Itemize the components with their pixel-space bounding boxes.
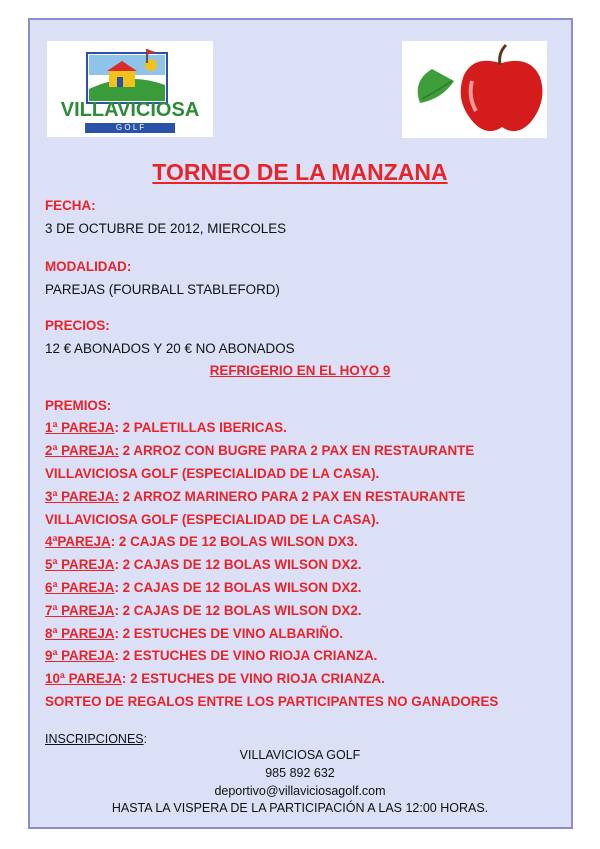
premio-row — [45, 671, 385, 686]
contact-email: deportivo@villaviciosagolf.com — [214, 784, 386, 798]
club-name: VILLAVICIOSA GOLF — [239, 748, 361, 762]
premio-pair: 7ª PAREJA — [45, 603, 115, 618]
premio-prize: 2 ARROZ CON BUGRE PARA 2 PAX EN RESTAURANTE — [118, 443, 475, 458]
premio-row — [45, 603, 361, 618]
premio-pair: 8ª PAREJA — [45, 626, 115, 641]
villaviciosa-golf-logo — [47, 41, 213, 137]
registration-deadline: HASTA LA VISPERA DE LA PARTICIPACIÓN A LAS 12:00 HORAS. — [111, 801, 489, 815]
premio-prize: : 2 ESTUCHES DE VINO RIOJA CRIANZA. — [121, 671, 385, 686]
premio-row — [45, 443, 474, 458]
premio-prize: : 2 ESTUCHES DE VINO RIOJA CRIANZA. — [114, 648, 378, 663]
modalidad-value: PAREJAS (FOURBALL STABLEFORD) — [45, 282, 280, 297]
premio-prize: VILLAVICIOSA GOLF (ESPECIALIDAD DE LA CASA). — [45, 512, 380, 527]
premio-row — [45, 557, 361, 572]
inscripciones-label — [45, 732, 147, 746]
premio-pair: 6ª PAREJA — [45, 580, 115, 595]
premio-pair: 5ª PAREJA — [45, 557, 115, 572]
premio-row — [45, 466, 379, 481]
premio-row — [45, 489, 465, 504]
premio-pair: 1ª PAREJA — [45, 420, 115, 435]
logo-subtitle: G O L F — [85, 123, 175, 133]
premios-label: PREMIOS: — [45, 398, 112, 413]
fecha-label: FECHA: — [45, 198, 96, 213]
premio-prize: : 2 ESTUCHES DE VINO ALBARIÑO. — [114, 626, 344, 641]
modalidad-label: MODALIDAD: — [45, 259, 132, 274]
premio-prize: : 2 CAJAS DE 12 BOLAS WILSON DX3. — [110, 534, 358, 549]
fecha-value: 3 DE OCTUBRE DE 2012, MIERCOLES — [45, 221, 287, 236]
premio-pair: 2ª PAREJA: — [45, 443, 119, 458]
apple-image — [402, 41, 547, 138]
premio-pair: 9ª PAREJA — [45, 648, 115, 663]
premio-prize: : 2 CAJAS DE 12 BOLAS WILSON DX2. — [114, 580, 362, 595]
premio-row — [45, 694, 498, 709]
page-title: TORNEO DE LA MANZANA — [152, 159, 448, 185]
premio-prize: SORTEO DE REGALOS ENTRE LOS PARTICIPANTES NO GANADORES — [45, 694, 499, 709]
premio-prize: : 2 PALETILLAS IBERICAS. — [114, 420, 287, 435]
precios-label: PRECIOS: — [45, 318, 110, 333]
premio-prize: : 2 CAJAS DE 12 BOLAS WILSON DX2. — [114, 603, 362, 618]
premio-row — [45, 420, 287, 435]
premio-row — [45, 580, 361, 595]
premio-row — [45, 626, 343, 641]
premio-pair: 3ª PAREJA: — [45, 489, 119, 504]
inscripciones-colon: : — [143, 732, 148, 746]
logo-wordmark: VILLAVICIOSA — [60, 99, 200, 121]
precios-value: 12 € ABONADOS Y 20 € NO ABONADOS — [45, 341, 295, 356]
premio-row — [45, 534, 358, 549]
premio-prize: VILLAVICIOSA GOLF (ESPECIALIDAD DE LA CASA). — [45, 466, 380, 481]
inscripciones-label-text: INSCRIPCIONES — [45, 732, 144, 746]
premio-prize: : 2 CAJAS DE 12 BOLAS WILSON DX2. — [114, 557, 362, 572]
contact-phone: 985 892 632 — [265, 766, 335, 780]
premio-row — [45, 648, 377, 663]
refrigerio-note: REFRIGERIO EN EL HOYO 9 — [209, 363, 391, 378]
apple-icon — [402, 41, 547, 138]
premio-pair: 10ª PAREJA — [45, 671, 122, 686]
premio-prize: 2 ARROZ MARINERO PARA 2 PAX EN RESTAURANTE — [118, 489, 466, 504]
premio-row — [45, 512, 379, 527]
premio-pair: 4ªPAREJA — [45, 534, 111, 549]
